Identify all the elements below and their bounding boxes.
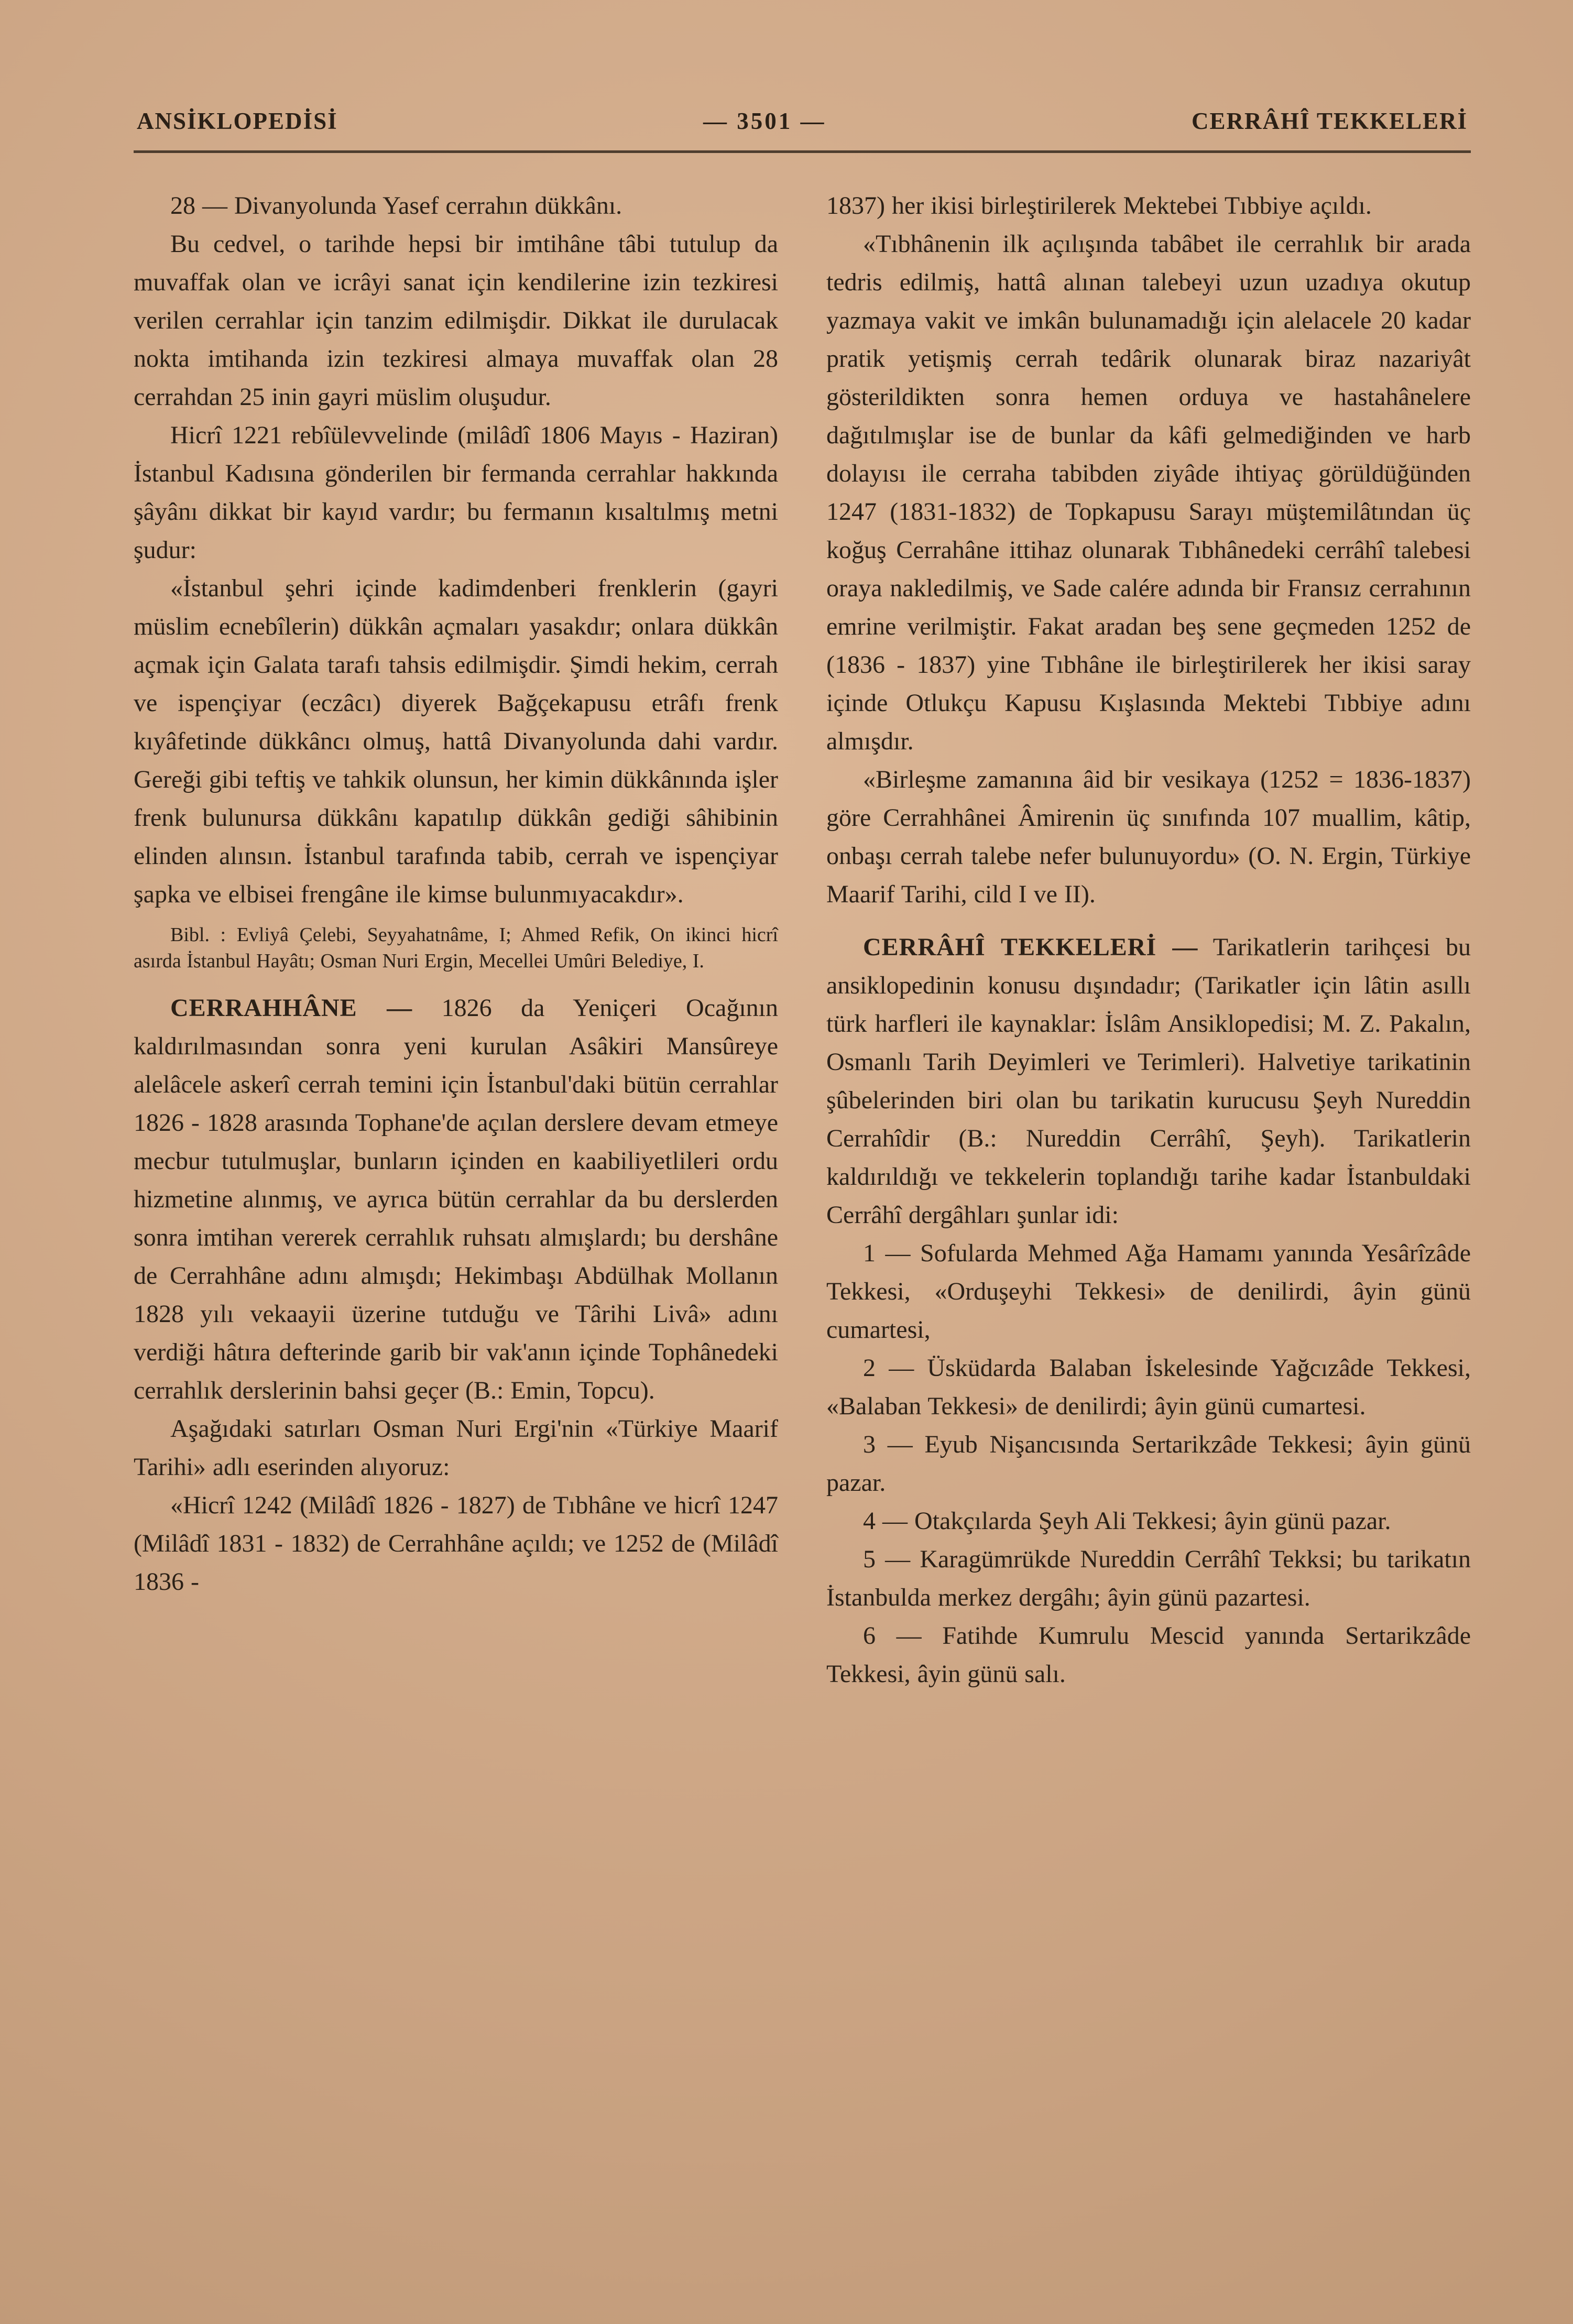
- right-column: [826, 187, 1471, 1693]
- tekke-list-item-5: 5 — Karagümrükde Nureddin Cerrâhî Tekksi; bu tarikatın İstanbulda merkez dergâhı; âyin günü pazartesi.: [826, 1545, 1471, 1611]
- header-rule: [134, 150, 1471, 153]
- tekke-list-item-4: 4 — Otakçılarda Şeyh Ali Tekkesi; âyin günü pazar.: [863, 1507, 1391, 1535]
- entry-text-cerrahi-tekkeleri: Tarikatlerin tarihçesi bu ansiklopedinin konusu dışındadır; (Tarikatler için lâtin asıllı türk harfleri ile kaynaklar: İslâm Ansiklopedisi; M. Z. Pakalın, Osmanlı Tarih Deyimleri ve Terimleri). Halvetiye tarikatinin şûbelerinden biri olan bu tarikatin kurucusu Şeyh Nureddin Cerrahîdir (B.: Nureddin Cerrâhî, Şeyh). Tarikatlerin kaldırıldığı ve tekkelerin toplandığı tarihe kadar İstanbuldaki Cerrâhî dergâhları şunlar idi:: [826, 933, 1471, 1229]
- bibliography-note: Bibl. : Evliyâ Çelebi, Seyyahatnâme, I; Ahmed Refik, On ikinci hicrî asırda İstanbul Hayâtı; Osman Nuri Ergin, Mecellei Umûri Belediye, I.: [134, 924, 778, 972]
- left-column: [134, 187, 778, 1693]
- page-number: — 3501 —: [703, 108, 826, 134]
- paragraph-divanyolu-item: 28 — Divanyolunda Yasef cerrahın dükkânı.: [170, 192, 622, 220]
- tekke-list-item-6: 6 — Fatihde Kumrulu Mescid yanında Sertarikzâde Tekkesi, âyin günü salı.: [826, 1622, 1471, 1688]
- entry-heading-cerrahi-tekkeleri: CERRÂHÎ TEKKELERİ —: [863, 933, 1198, 961]
- tekke-list-item-1: 1 — Sofularda Mehmed Ağa Hamamı yanında Yesârîzâde Tekkesi, «Orduşeyhi Tekkesi» de denilirdi, âyin günü cumartesi,: [826, 1239, 1471, 1344]
- running-head-title-right: CERRÂHÎ TEKKELERİ: [1191, 108, 1468, 134]
- entry-heading-cerrahhane: CERRAHHÂNE —: [170, 994, 413, 1022]
- running-head-title-left: ANSİKLOPEDİSİ: [137, 108, 338, 134]
- running-head: [134, 107, 1471, 135]
- entry-cerrahhane: [134, 989, 778, 1410]
- paragraph-birlesme-quote: «Birleşme zamanına âid bir vesikaya (1252 = 1836-1837) göre Cerrahhânei Âmirenin üç sınıfında 107 muallim, kâtip, onbaşı cerrah talebe nefer bulunuyordu» (O. N. Ergin, Türkiye Maarif Tarihi, cild I ve II).: [826, 766, 1471, 908]
- paragraph-cedvel: Bu cedvel, o tarihde hepsi bir imtihâne tâbi tutulup da muvaffak olan ve icrâyi sanat için kendilerine izin tezkiresi verilen cerrahlar için tanzim edilmişdir. Dikkat ile durulacak nokta imtihanda izin tezkiresi almaya muvaffak olan 28 cerrahdan 25 inin gayri müslim oluşudur.: [134, 230, 778, 411]
- paragraph-tibhane-quote: «Tıbhânenin ilk açılışında tabâbet ile cerrahlık bir arada tedris edilmiş, hattâ alınan talebeyi uzun uzadıya okutup yazmaya vakit ve imkân bulunamadığı için alelacele 20 kadar pratik yetişmiş cerrah tedârik olunarak biraz nazariyât gösterildikten sonra hemen orduya ve hastahânelere dağıtılmışlar ise de bunlar da kâfi gelmediğinden ve harb dolayısı ile cerraha tabibden ziyâde ihtiyaç görüldüğünden 1247 (1831-1832) de Topkapusu Sarayı müştemilâtından üç koğuş Cerrahâne ittihaz olunarak Tıbhânedeki cerrâhî talebesi oraya nakledilmiş, ve Sade calére adında bir Fransız cerrahının emrine verilmiştir. Fakat aradan beş sene geçmeden 1252 de (1836 - 1837) yine Tıbhâne ile birleştirilerek her ikisi saray içinde Otlukçu Kapusu Kışlasında Mektebi Tıbbiye adını almışdır.: [826, 230, 1471, 755]
- paragraph-hicri-quote-start: «Hicrî 1242 (Milâdî 1826 - 1827) de Tıbhâne ve hicrî 1247 (Milâdî 1831 - 1832) de Cerrahhâne açıldı; ve 1252 de (Milâdî 1836 -: [134, 1491, 778, 1596]
- paragraph-continuation: 1837) her ikisi birleştirilerek Mektebei Tıbbiye açıldı.: [826, 192, 1372, 220]
- entry-cerrahi-tekkeleri: [826, 928, 1471, 1234]
- text-columns: [134, 187, 1471, 1693]
- paragraph-ferman-quote: «İstanbul şehri içinde kadimdenberi frenklerin (gayri müslim ecnebîlerin) dükkân açmaları yasakdır; onlara dükkân açmak için Galata tarafı tahsis edilmişdir. Şimdi hekim, cerrah ve ispençiyar (eczâcı) diyerek Bağçekapusu etrâfı frenk kıyâfetinde dükkâncı olmuş, hattâ Divanyolunda dahi vardır. Gereği gibi teftiş ve tahkik olunsun, her kimin dükkânında işler frenk bulunursa dükkânı kapatılıp dükkân gediği sâhibinin elinden alınsın. İstanbul tarafında tabib, cerrah ve ispençiyar şapka ve elbisei frengâne ile kimse bulunmıyacakdır».: [134, 574, 778, 908]
- tekke-list-item-2: 2 — Üsküdarda Balaban İskelesinde Yağcızâde Tekkesi, «Balaban Tekkesi» de denilirdi; âyin günü cumartesi.: [826, 1354, 1471, 1420]
- tekke-list-item-3: 3 — Eyub Nişancısında Sertarikzâde Tekkesi; âyin günü pazar.: [826, 1431, 1471, 1497]
- paragraph-ferman-intro: Hicrî 1221 rebîülevvelinde (milâdî 1806 Mayıs - Haziran) İstanbul Kadısına gönderilen bir fermanda cerrahlar hakkında şâyânı dikkat bir kayıd vardır; bu fermanın kısaltılmış metni şudur:: [134, 421, 778, 564]
- entry-text-cerrahhane: 1826 da Yeniçeri Ocağının kaldırılmasından sonra yeni kurulan Asâkiri Mansûreye alelâcele askerî cerrah temini için İstanbul'daki bütün cerrahlar 1826 - 1828 arasında Tophane'de açılan derslere devam etmeye mecbur tutulmuşlar, bunların içinden en kaabiliyetlileri ordu hizmetine alınmış, ve ayrıca bütün cerrahlar da bu derslerden sonra imtihan vererek cerrahlık ruhsatı almışlardı; bu dershâne de Cerrahhâne adını almışdı; Hekimbaşı Abdülhak Mollanın 1828 yılı vekaayii üzerine tutduğu ve Târihi Livâ» adını verdiği hâtıra defterinde garib bir vak'anın içinde Tophânedeki cerrahlık derslerinin bahsi geçer (B.: Emin, Topcu).: [134, 994, 778, 1404]
- paragraph-ergin-intro: Aşağıdaki satırları Osman Nuri Ergi'nin «Türkiye Maarif Tarihi» adlı eserinden alıyoruz:: [134, 1415, 778, 1481]
